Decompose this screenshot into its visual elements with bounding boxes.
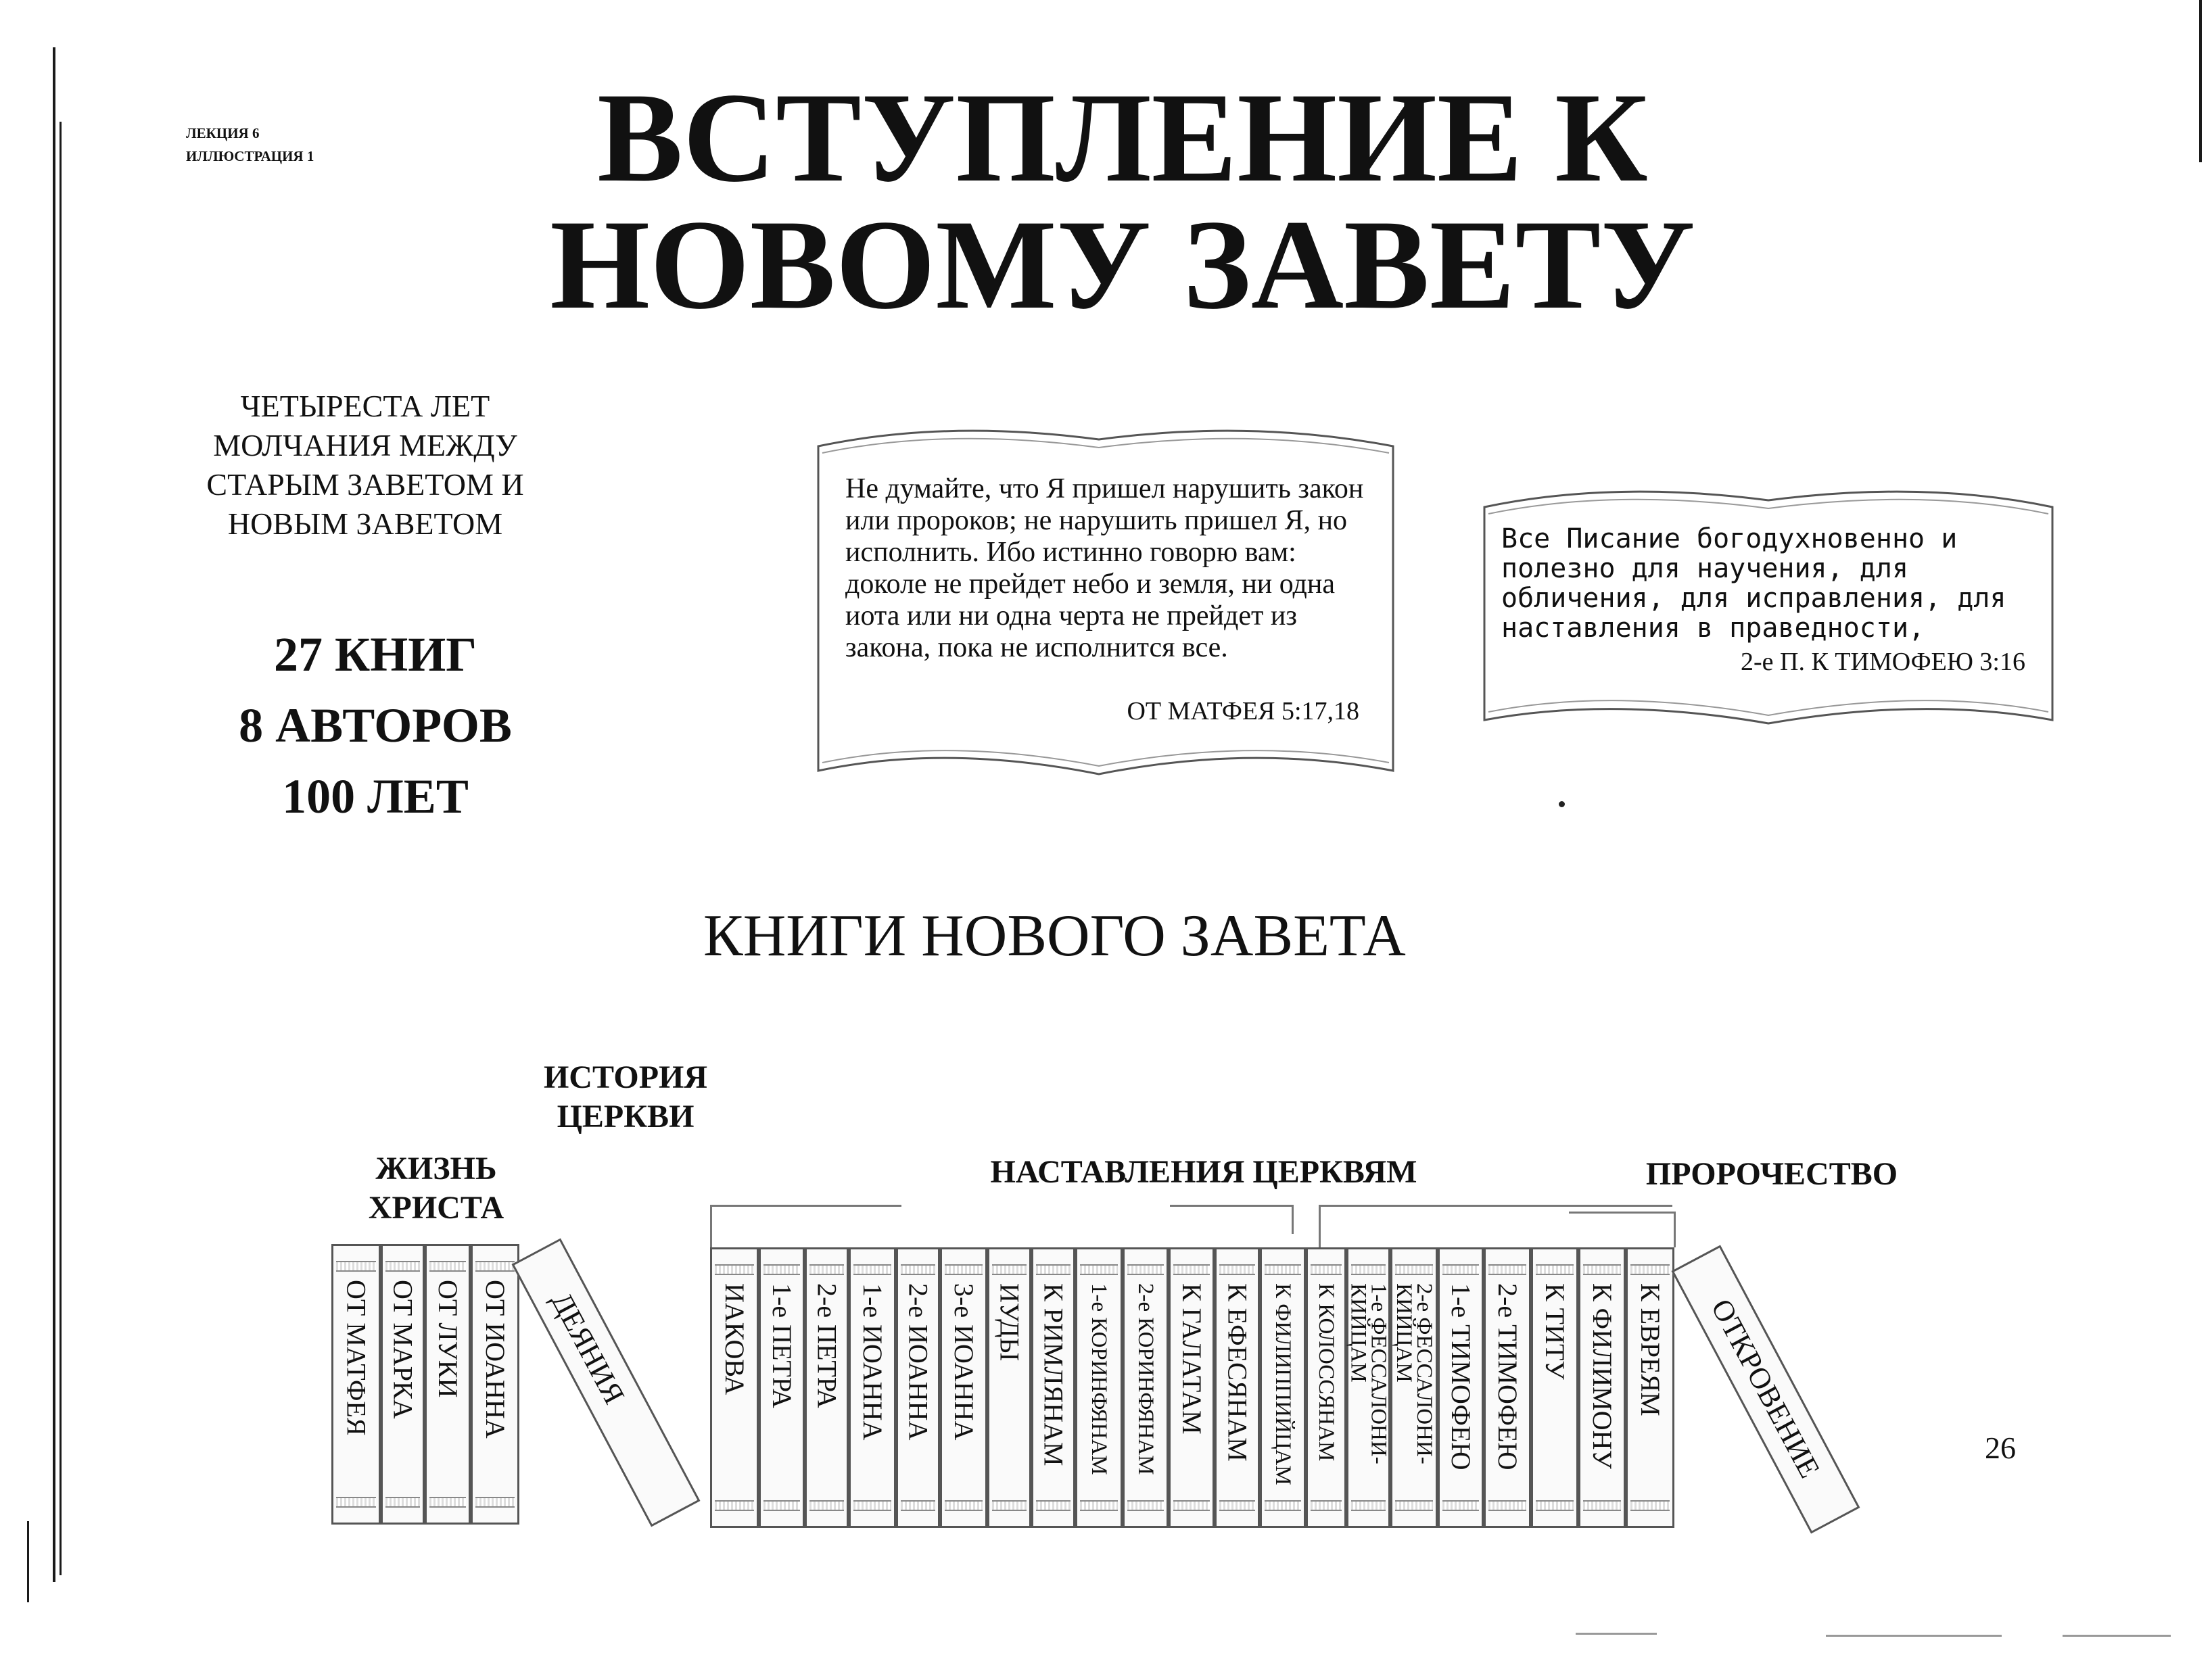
stray-dot xyxy=(1559,801,1565,807)
book-title: 2-е ИОАННА xyxy=(903,1283,934,1441)
book-spine xyxy=(849,1247,896,1528)
book-spine xyxy=(805,1247,849,1528)
stat-years: 100 ЛЕТ xyxy=(282,769,469,823)
book-spine xyxy=(1531,1247,1578,1528)
stat-books: 27 КНИГ xyxy=(273,627,477,681)
book-title: К ФИЛИМОНУ xyxy=(1587,1283,1618,1469)
group-bracket xyxy=(1170,1205,1294,1234)
scan-artifact xyxy=(1576,1633,1657,1635)
book-title: К РИМЛЯНАМ xyxy=(1038,1283,1069,1466)
book-title: К ЕВРЕЯМ xyxy=(1635,1283,1666,1416)
page-title: ВСТУПЛЕНИЕ К НОВОМУ ЗАВЕТУ xyxy=(550,67,1695,336)
book-spine xyxy=(1390,1247,1438,1528)
book-title: 1-е ИОАННА xyxy=(857,1283,888,1441)
quote-book-matthew xyxy=(811,406,1400,784)
book-spine-tilted xyxy=(512,1239,701,1527)
quote-text: Не думайте, что Я пришел нарушить закон или пророков; не нарушить пришел Я, но исполнить. Ибо истинно говорю вам: доколе не прейдет небо и земля, ни одна иота или ни одна черта не прейдет из закона, пока не исполнится все. xyxy=(845,473,1364,663)
book-spine xyxy=(1438,1247,1484,1528)
scan-artifact xyxy=(2063,1635,2171,1637)
book-spine xyxy=(759,1247,805,1528)
book-spine xyxy=(1306,1247,1346,1528)
book-title: 3-е ИОАННА xyxy=(949,1283,979,1441)
book-spine xyxy=(1346,1247,1390,1528)
book-spine xyxy=(710,1247,759,1528)
scan-margin-line xyxy=(60,122,62,1575)
book-spine xyxy=(987,1247,1031,1528)
quote-reference: ОТ МАТФЕЯ 5:17,18 xyxy=(1127,697,1359,725)
book-title: ИАКОВА xyxy=(720,1283,750,1395)
book-title: 2-е ФЕССАЛОНИ- КИЙЦАМ xyxy=(1392,1283,1436,1464)
book-title: 2-е ПЕТРА xyxy=(811,1283,843,1408)
book-title: 1-е ТИМОФЕЮ xyxy=(1446,1283,1476,1470)
group-bracket xyxy=(1569,1212,1676,1247)
group-label-prophecy: ПРОРОЧЕСТВО xyxy=(1645,1156,1898,1192)
scan-margin-line xyxy=(2199,0,2202,162)
scan-margin-line xyxy=(53,47,55,1582)
book-title: 1-е ФЕССАЛОНИ- КИЙЦАМ xyxy=(1346,1283,1391,1464)
book-spine xyxy=(381,1244,425,1525)
book-spine-tilted xyxy=(1672,1245,1860,1534)
group-label-church-history: ИСТОРИЯ ЦЕРКВИ xyxy=(543,1059,708,1134)
book-title: 1-е КОРИНФЯНАМ xyxy=(1087,1283,1111,1475)
book-spine xyxy=(471,1244,519,1525)
book-spine xyxy=(1260,1247,1306,1528)
book-spine xyxy=(331,1244,381,1525)
book-spine xyxy=(1484,1247,1531,1528)
silence-statement: ЧЕТЫРЕСТА ЛЕТ МОЛЧАНИЯ МЕЖДУ СТАРЫМ ЗАВЕТОМ И НОВЫМ ЗАВЕТОМ xyxy=(206,389,524,541)
book-title: 1-е ПЕТРА xyxy=(767,1283,797,1408)
books-section-title: КНИГИ НОВОГО ЗАВЕТА xyxy=(703,903,1406,969)
book-title: К КОЛОССЯНАМ xyxy=(1314,1283,1338,1462)
book-title: К ГАЛАТАМ xyxy=(1177,1283,1207,1435)
book-spine xyxy=(940,1247,987,1528)
book-title: К ЕФЕСЯНАМ xyxy=(1222,1283,1253,1462)
book-title: 2-е КОРИНФЯНАМ xyxy=(1133,1283,1158,1475)
book-spine xyxy=(1123,1247,1169,1528)
book-title: К ФИЛИППИЙЦАМ xyxy=(1271,1283,1295,1485)
scan-margin-line xyxy=(27,1521,29,1602)
quote-text: Все Писание богодухновенно и полезно для научения, для обличения, для исправления, для наставления в праведности, xyxy=(1501,523,2006,644)
lecture-label: ЛЕКЦИЯ 6 ИЛЛЮСТРАЦИЯ 1 xyxy=(186,125,314,164)
stat-authors: 8 АВТОРОВ xyxy=(239,698,512,752)
group-label-life-of-christ: ЖИЗНЬ ХРИСТА xyxy=(368,1151,504,1226)
group-bracket xyxy=(710,1205,901,1247)
scan-artifact xyxy=(1826,1635,2002,1637)
group-label-instructions: НАСТАВЛЕНИЯ ЦЕРКВЯМ xyxy=(990,1154,1417,1190)
book-title: К ТИТУ xyxy=(1540,1283,1570,1380)
book-spine xyxy=(1215,1247,1260,1528)
book-spine xyxy=(1031,1247,1075,1528)
book-spine xyxy=(1169,1247,1215,1528)
book-spine xyxy=(1578,1247,1626,1528)
page-number: 26 xyxy=(1985,1431,2016,1465)
book-title: ОТКРОВЕНИЕ xyxy=(1704,1293,1827,1483)
book-title: ИУДЫ xyxy=(994,1283,1025,1362)
book-spine xyxy=(1075,1247,1123,1528)
book-title: 2-е ТИМОФЕЮ xyxy=(1492,1283,1523,1470)
quote-reference: 2-е П. К ТИМОФЕЮ 3:16 xyxy=(1740,648,2025,676)
book-title: ДЕЯНИЯ xyxy=(544,1287,632,1410)
book-spine xyxy=(896,1247,940,1528)
book-title: ОТ ЛУКИ xyxy=(433,1280,463,1398)
book-spine xyxy=(1626,1247,1674,1528)
book-title: ОТ МАТФЕЯ xyxy=(341,1280,372,1436)
book-spine xyxy=(425,1244,471,1525)
quote-book-timothy xyxy=(1478,470,2059,734)
book-title: ОТ МАРКА xyxy=(387,1280,419,1419)
book-title: ОТ ИОАННА xyxy=(480,1280,511,1439)
